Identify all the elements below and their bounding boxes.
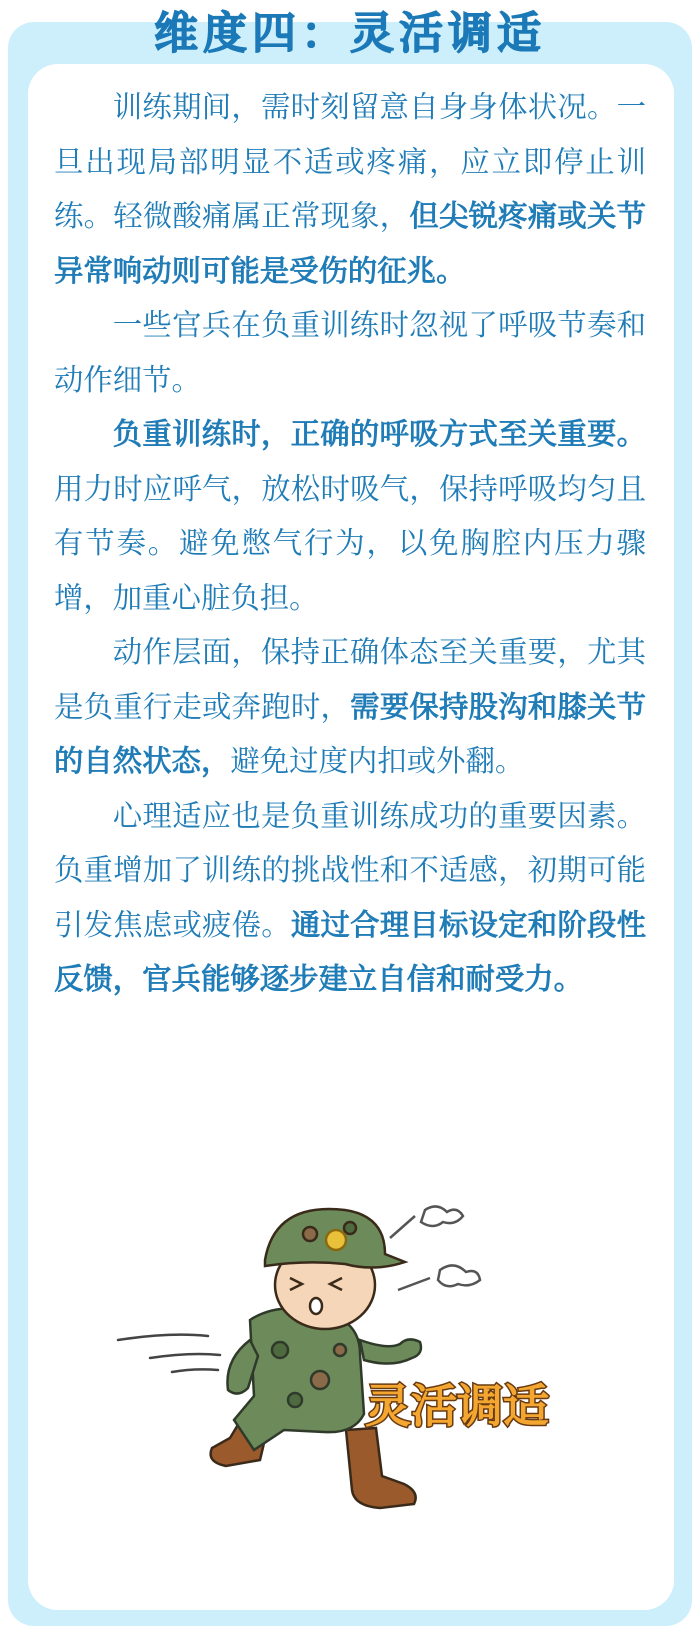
paragraph-4 (54, 625, 646, 789)
steam-puff-icon (390, 1206, 480, 1290)
paragraph-5-emphasis: 通过合理目标设定和阶段性反馈，官兵能够逐步建立自信和耐受力。 (54, 907, 647, 996)
article-body (54, 80, 646, 1007)
speed-lines (118, 1335, 220, 1372)
paragraph-2 (54, 298, 646, 407)
paragraph-3 (54, 407, 646, 625)
illustration-label: 灵活调适 (365, 1379, 549, 1433)
paragraph-1 (54, 80, 646, 298)
paragraph-2-text: 一些官兵在负重训练时忽视了呼吸节奏和动作细节。 (54, 308, 646, 397)
paragraph-3-emphasis: 负重训练时，正确的呼吸方式至关重要。 (112, 417, 646, 451)
page-title: 维度四：灵活调适 (154, 8, 546, 59)
running-soldier-icon (110, 1200, 600, 1540)
paragraph-5 (54, 789, 646, 1007)
paragraph-1-emphasis: 但尖锐疼痛或关节异常响动则可能是受伤的征兆。 (54, 199, 647, 288)
paragraph-4-text-a: 动作层面，保持正确体态至关重要，尤其是负重行走或奔跑时， (54, 635, 646, 724)
paragraph-4-emphasis: 需要保持股沟和膝关节的自然状态， (54, 689, 647, 778)
paragraph-1-text: 训练期间，需时刻留意自身身体状况。一旦出现局部明显不适或疼痛，应立即停止训练。轻微酸痛属正常现象， (54, 90, 646, 233)
paragraph-5-text: 心理适应也是负重训练成功的重要因素。负重增加了训练的挑战性和不适感，初期可能引发焦虑或疲倦。 (54, 798, 646, 942)
soldier-head (265, 1209, 405, 1329)
paragraph-3-text: 用力时应呼气，放松时吸气，保持呼吸均匀且有节奏。避免憋气行为，以免胸腔内压力骤增，加重心脏负担。 (54, 471, 646, 615)
paragraph-4-text-b: 避免过度内扣或外翻。 (230, 744, 525, 778)
